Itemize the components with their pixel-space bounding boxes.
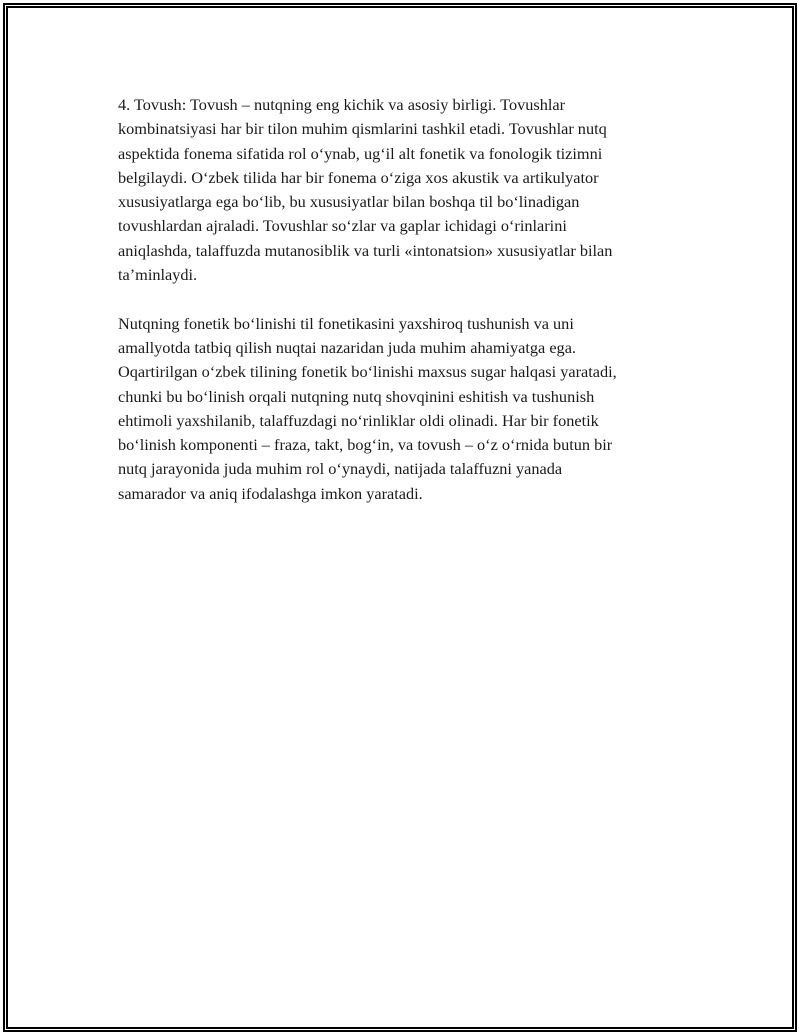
text-line: Nutqning fonetik bo‘linishi til fonetikasini yaxshiroq tushunish va uni: [118, 313, 574, 333]
text-line: nutq jarayonida juda muhim rol o‘ynaydi, natijada talaffuzni yanada: [118, 459, 563, 479]
text-line: ehtimoli yaxshilanib, talaffuzdagi no‘rinliklar oldi olinadi. Har bir fonetik: [118, 410, 599, 430]
text-line: aniqlashda, talaffuzda mutanosiblik va turli «intonatsion» xususiyatlar bilan: [118, 240, 613, 260]
text-line: aspektida fonema sifatida rol o‘ynab, ug‘il alt fonetik va fonologik tizimni: [118, 143, 603, 163]
text-line: chunki bu bo‘linish orqali nutqning nutq shovqinini eshitish va tushunish: [118, 386, 595, 406]
paragraph-tovush: [118, 93, 698, 287]
text-line: 4. Tovush: Tovush – nutqning eng kichik va asosiy birligi. Tovushlar: [118, 95, 566, 114]
text-line: Oqartirilgan o‘zbek tilining fonetik bo‘linishi maxsus sugar halqasi yaratadi,: [118, 362, 617, 382]
text-line: bo‘linish komponenti – fraza, takt, bog‘in, va tovush – o‘z o‘rnida butun bir: [118, 435, 613, 455]
text-line: tovushlardan ajraladi. Tovushlar so‘zlar va gaplar ichidagi o‘rinlarini: [118, 216, 567, 236]
text-line: belgilaydi. O‘zbek tilida har bir fonema o‘ziga xos akustik va artikulyator: [118, 167, 599, 187]
text-line: amallyotda tatbiq qilish nuqtai nazaridan juda muhim ahamiyatga ega.: [118, 337, 576, 357]
text-line: ta’minlaydi.: [118, 265, 198, 285]
paragraph-conclusion: [118, 312, 698, 506]
text-line: kombinatsiyasi har bir tilon muhim qismlarini tashkil etadi. Tovushlar nutq: [118, 119, 607, 139]
document-body: [118, 93, 698, 506]
text-line: samarador va aniq ifodalashga imkon yaratadi.: [118, 483, 423, 503]
text-line: xususiyatlarga ega bo‘lib, bu xususiyatlar bilan boshqa til bo‘linadigan: [118, 192, 580, 212]
